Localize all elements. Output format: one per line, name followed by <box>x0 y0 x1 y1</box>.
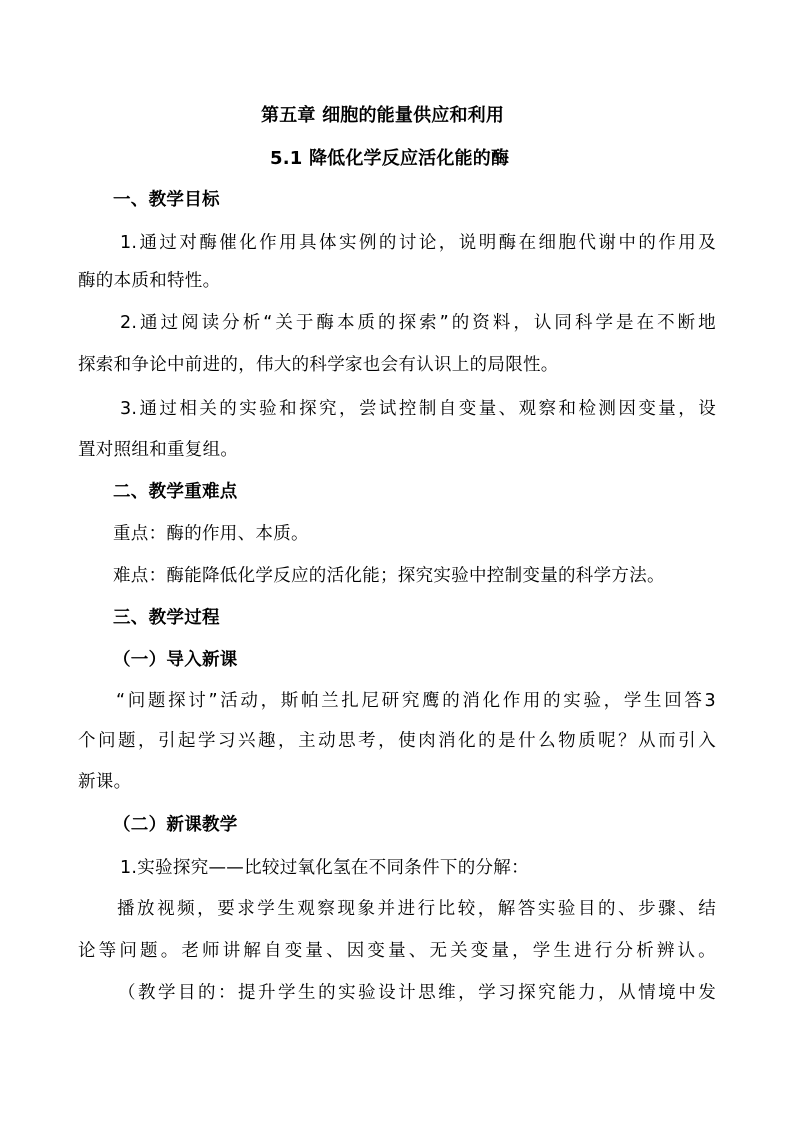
goal-1-line-2: 酶的本质和特性。 <box>78 271 221 291</box>
key-point: 重点：酶的作用、本质。 <box>113 524 309 544</box>
subheading-introduction: （一）导入新课 <box>113 650 238 670</box>
difficult-point: 难点：酶能降低化学反应的活化能；探究实验中控制变量的科学方法。 <box>113 566 665 586</box>
intro-line-3: 新课。 <box>78 772 132 792</box>
experiment-title: 1.实验探究——比较过氧化氢在不同条件下的分解： <box>120 858 529 878</box>
experiment-line-1: 播放视频，要求学生观察现象并进行比较，解答实验目的、步骤、结 <box>117 899 716 919</box>
goal-1-line-1: 1.通过对酶催化作用具体实例的讨论，说明酶在细胞代谢中的作用及 <box>120 233 716 253</box>
teaching-purpose-line-1: （教学目的：提升学生的实验设计思维，学习探究能力，从情境中发 <box>118 983 716 1003</box>
heading-teaching-process: 三、教学过程 <box>113 608 220 628</box>
section-title: 5.1 降低化学反应活化能的酶 <box>270 148 510 169</box>
intro-line-2: 个问题，引起学习兴趣，主动思考，使肉消化的是什么物质呢？从而引入 <box>78 731 716 751</box>
goal-3-line-1: 3.通过相关的实验和探究，尝试控制自变量、观察和检测因变量，设 <box>120 399 716 419</box>
subheading-new-lesson: （二）新课教学 <box>113 815 238 835</box>
goal-3-line-2: 置对照组和重复组。 <box>78 440 239 460</box>
chapter-title: 第五章 细胞的能量供应和利用 <box>261 105 505 126</box>
intro-line-1: “问题探讨”活动，斯帕兰扎尼研究鹰的消化作用的实验，学生回答3 <box>116 691 716 711</box>
goal-2-line-2: 探索和争论中前进的，伟大的科学家也会有认识上的局限性。 <box>78 355 559 375</box>
goal-2-line-1: 2.通过阅读分析“关于酶本质的探索”的资料，认同科学是在不断地 <box>120 313 716 333</box>
experiment-line-2: 论等问题。老师讲解自变量、因变量、无关变量，学生进行分析辨认。 <box>78 941 716 961</box>
heading-key-difficult-points: 二、教学重难点 <box>113 482 238 502</box>
heading-teaching-goals: 一、教学目标 <box>113 190 220 210</box>
